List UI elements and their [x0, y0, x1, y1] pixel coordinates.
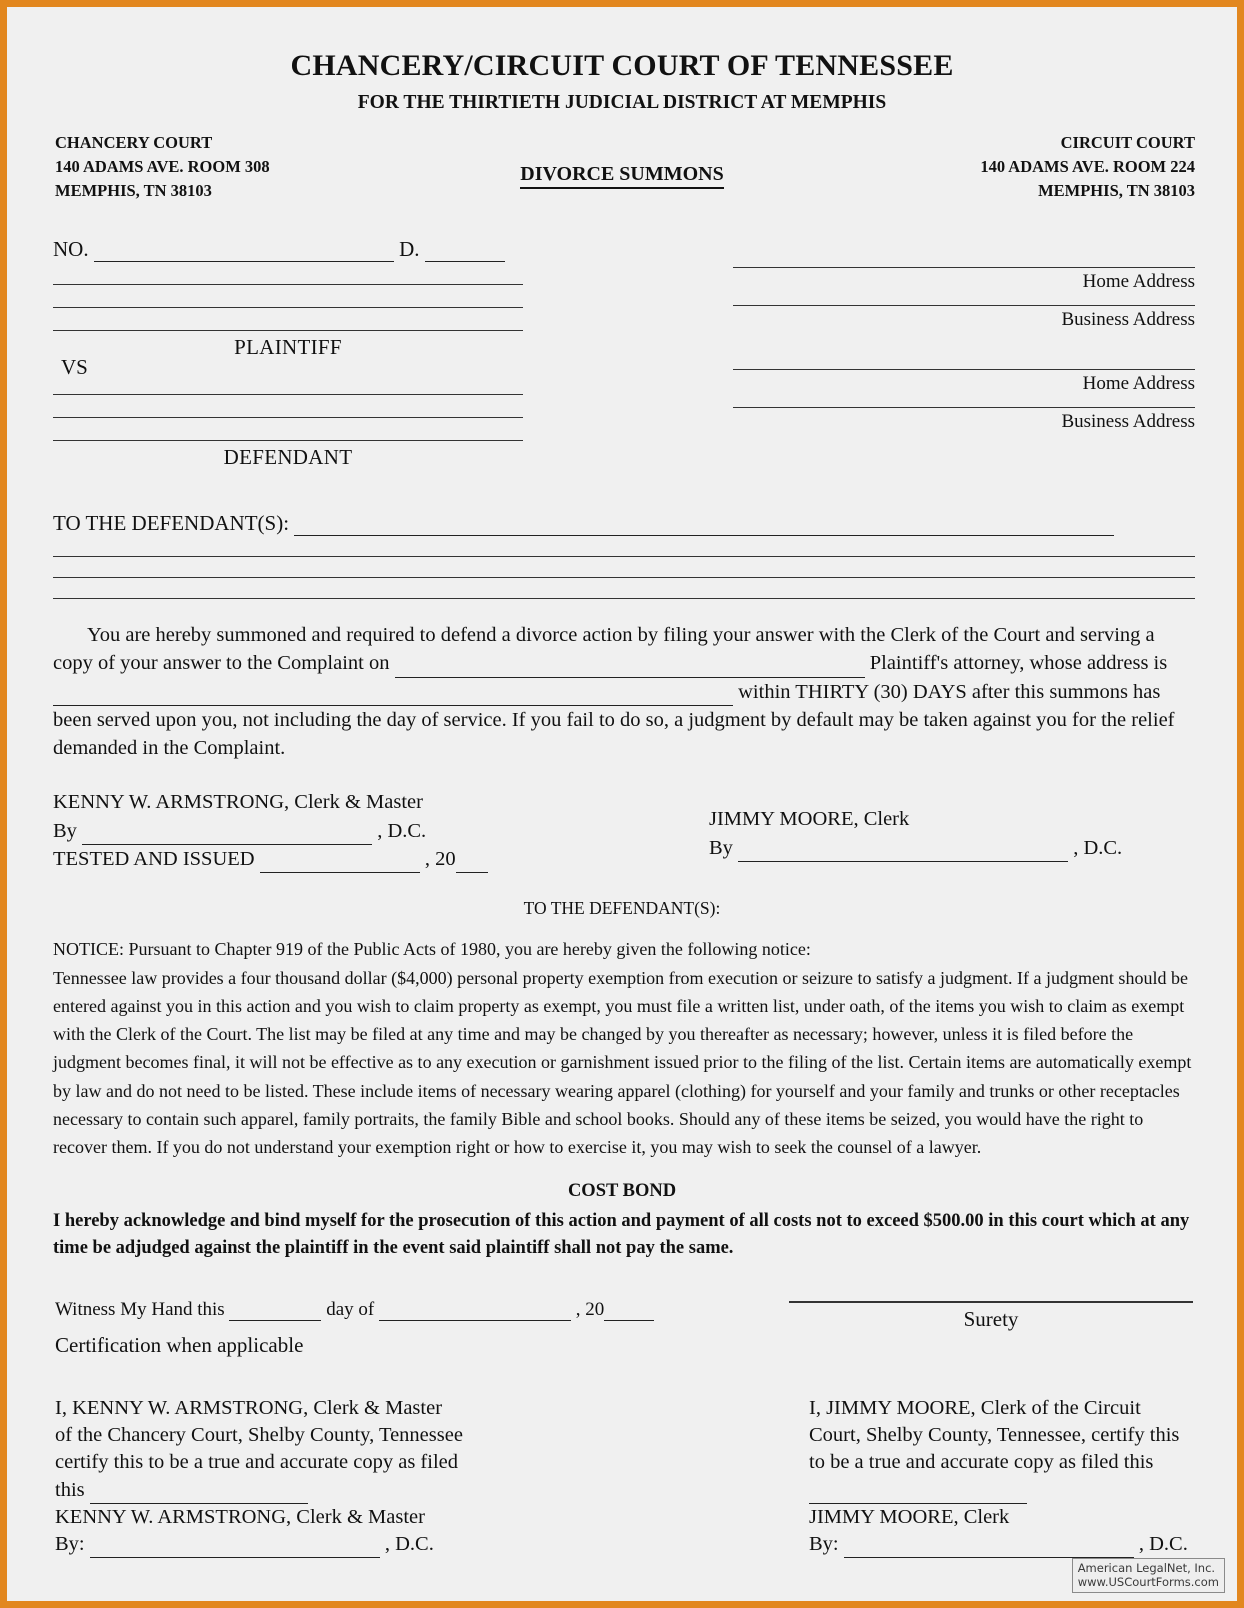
watermark-company: American LegalNet, Inc.	[1077, 1560, 1216, 1575]
witness-day-of-label: day of	[326, 1298, 375, 1320]
tested-year-label: , 20	[424, 847, 456, 870]
certification-section	[45, 1395, 1199, 1575]
circuit-clerk-block	[709, 805, 1122, 862]
chancery-certification-block	[55, 1395, 575, 1559]
chancery-cert-by-label: By:	[55, 1533, 85, 1556]
defendant-home-address-label: Home Address	[1082, 373, 1195, 394]
tested-year-input[interactable]	[456, 851, 488, 874]
chancery-court-name: CHANCERY COURT	[55, 133, 213, 152]
to-defendant-input-3[interactable]	[53, 577, 1195, 578]
chancery-cert-line-2: of the Chancery Court, Shelby County, Tennessee	[55, 1424, 463, 1447]
chancery-cert-date-row	[55, 1477, 575, 1504]
docket-d-label: D.	[399, 237, 420, 261]
chancery-dc-label: , D.C.	[377, 819, 427, 842]
witness-year-label: , 20	[575, 1298, 605, 1320]
defendant-home-address-line[interactable]	[733, 369, 1195, 370]
tested-date-input[interactable]	[260, 851, 420, 874]
cost-bond-line-1: I hereby acknowledge and bind myself for the prosecution of this action and payment of all costs not to exceed $500.00 in this court which	[53, 1211, 1136, 1232]
clerk-signature-section	[45, 788, 1199, 896]
notice-heading: TO THE DEFENDANT(S):	[523, 898, 721, 919]
circuit-court-name: CIRCUIT COURT	[1060, 133, 1195, 152]
circuit-cert-by-input[interactable]	[844, 1536, 1134, 1559]
witness-day-input[interactable]	[229, 1300, 321, 1321]
circuit-clerk-name: JIMMY MOORE, Clerk	[709, 808, 910, 831]
circuit-deputy-clerk-input[interactable]	[738, 839, 1068, 862]
circuit-cert-dc-label: , D.C.	[1138, 1533, 1188, 1556]
legalnet-watermark	[1072, 1558, 1225, 1594]
circuit-cert-by-label: By:	[809, 1533, 839, 1556]
chancery-court-city: MEMPHIS, TN 38103	[55, 181, 212, 201]
witness-month-input[interactable]	[379, 1300, 571, 1321]
plaintiff-business-address-line[interactable]	[733, 305, 1195, 306]
circuit-certification-block	[809, 1395, 1239, 1559]
circuit-cert-line-1: I, JIMMY MOORE, Clerk of the Circuit	[809, 1396, 1141, 1419]
case-number-row	[53, 237, 523, 262]
chancery-cert-this-label: this	[55, 1478, 85, 1501]
defendant-name-line-3[interactable]	[53, 440, 523, 441]
attorney-address-input[interactable]	[53, 683, 733, 706]
chancery-cert-line-1: I, KENNY W. ARMSTRONG, Clerk & Master	[55, 1396, 443, 1419]
plaintiff-home-address-label: Home Address	[1082, 271, 1195, 292]
summons-line-5: judgment by default may be taken against you for the relief demanded in the Complaint.	[53, 708, 1175, 760]
tested-and-issued-row	[53, 845, 488, 873]
chancery-cert-date-input[interactable]	[90, 1481, 308, 1504]
surety-block	[789, 1301, 1193, 1332]
document-body	[7, 7, 1237, 1601]
chancery-deputy-clerk-input[interactable]	[82, 822, 372, 845]
witness-prefix-label: Witness My Hand this	[55, 1298, 225, 1320]
case-caption	[45, 237, 1199, 509]
notice-section	[45, 935, 1199, 1161]
watermark-url: www.USCourtForms.com	[1077, 1574, 1219, 1589]
chancery-clerk-name: KENNY W. ARMSTRONG, Clerk & Master	[53, 791, 423, 814]
judicial-district-subtitle: FOR THE THIRTIETH JUDICIAL DISTRICT AT MEMPHIS	[357, 92, 887, 113]
court-addresses	[45, 131, 1199, 213]
docket-d-input[interactable]	[425, 239, 505, 262]
document-type-label: DIVORCE SUMMONS	[520, 163, 724, 189]
cost-bond-text	[45, 1208, 1199, 1261]
to-defendant-input-2[interactable]	[53, 556, 1195, 557]
circuit-court-street: 140 ADAMS AVE. ROOM 224	[980, 157, 1195, 177]
caption-parties-column	[53, 237, 523, 470]
defendant-business-address-line[interactable]	[733, 407, 1195, 408]
defendant-business-address-label: Business Address	[1061, 411, 1195, 432]
chancery-cert-by-input[interactable]	[90, 1536, 380, 1559]
court-title: CHANCERY/CIRCUIT COURT OF TENNESSEE	[290, 49, 954, 82]
plaintiff-name-line-3[interactable]	[53, 330, 523, 331]
summons-paragraph	[45, 621, 1199, 762]
case-number-input[interactable]	[94, 239, 394, 262]
summons-line-2-before: serving a copy of your answer to the Complaint on	[53, 624, 1155, 675]
defendant-label: DEFENDANT	[223, 445, 353, 469]
cost-bond-heading: COST BOND	[567, 1181, 677, 1202]
circuit-cert-date-input[interactable]	[809, 1481, 1027, 1504]
circuit-court-address-block	[980, 131, 1195, 203]
certification-when-applicable-label: Certification when applicable	[55, 1332, 304, 1357]
chancery-cert-by-row	[55, 1531, 575, 1558]
summons-line-1: You are hereby summoned and required to defend a divorce action by filing your answer with the Clerk of the Court and	[87, 624, 1075, 646]
defendant-name-line-2[interactable]	[53, 417, 523, 418]
summons-line-3-before: attorney, whose address is	[953, 652, 1168, 675]
circuit-cert-line-2: Court, Shelby County, Tennessee, certify this	[809, 1424, 1180, 1447]
chancery-court-street: 140 ADAMS AVE. ROOM 308	[55, 157, 270, 177]
defendant-name-line-1[interactable]	[53, 394, 523, 395]
circuit-clerk-by-row	[709, 834, 1122, 862]
versus-label: VS	[61, 355, 88, 379]
notice-intro: NOTICE: Pursuant to Chapter 919 of the Public Acts of 1980, you are hereby given the following notice:	[53, 939, 811, 960]
circuit-cert-line-3: to be a true and accurate copy as filed this	[809, 1451, 1154, 1474]
to-defendant-input-4[interactable]	[53, 598, 1195, 599]
plaintiff-name-line-1[interactable]	[53, 284, 523, 285]
witness-surety-section	[45, 1299, 1199, 1369]
chancery-cert-signer: KENNY W. ARMSTRONG, Clerk & Master	[55, 1505, 425, 1528]
caption-addresses-column	[733, 267, 1195, 433]
cost-bond-line-2: at any time be adjudged against the plaintiff in the event said plaintiff shall not pay the same.	[53, 1211, 1190, 1258]
circuit-cert-date-row	[809, 1477, 1239, 1504]
case-number-label: NO.	[53, 237, 89, 261]
plaintiff-name-line-2[interactable]	[53, 307, 523, 308]
summons-line-4: THIRTY (30) DAYS after this summons has been served upon you, not including the day of service. If you fail to do so, a	[53, 680, 1161, 731]
to-defendant-input-1[interactable]	[294, 513, 1114, 536]
plaintiff-label: PLAINTIFF	[234, 335, 342, 359]
to-defendant-row	[45, 511, 1199, 536]
surety-label: Surety	[963, 1306, 1019, 1331]
surety-signature-line[interactable]	[789, 1301, 1193, 1303]
chancery-cert-dc-label: , D.C.	[384, 1533, 434, 1556]
circuit-court-city: MEMPHIS, TN 38103	[1038, 181, 1195, 201]
summons-line-3-after: within	[738, 680, 791, 703]
notice-body-text: Tennessee law provides a four thousand dollar ($4,000) personal property exemption from execution or seizure to satisfy a judgment. If a judgment should be entered against you in this action and you wish to claim property as exempt, you must file a written list, under oath, of the items you wish to claim as exempt with the Clerk of the Court. The list may be filed at any time and may be changed by you thereafter as necessary; however, unless it is filed before the judgment becomes final, it will not be effective as to any execution or garnishment issued prior to the filing of the list. Certain items are automatically exempt by law and do not need to be listed. These include items of necessary wearing apparel (clothing) for yourself and your family and trunks or other receptacles necessary to contain such apparel, family portraits, the family Bible and school books. Should any of these items be seized, you would have the right to recover them. If you do not understand your exemption right or how to exercise it, you may wish to seek the counsel of a lawyer.	[53, 967, 1192, 1158]
chancery-clerk-block	[53, 788, 488, 873]
plaintiff-attorney-input[interactable]	[395, 655, 865, 678]
witness-year-input[interactable]	[604, 1300, 654, 1321]
circuit-cert-by-row	[809, 1531, 1239, 1558]
to-defendant-section	[45, 511, 1199, 599]
chancery-by-label: By	[53, 819, 77, 842]
circuit-by-label: By	[709, 836, 733, 859]
to-defendant-label: TO THE DEFENDANT(S):	[53, 511, 290, 535]
plaintiff-business-address-label: Business Address	[1061, 309, 1195, 330]
plaintiff-home-address-line[interactable]	[733, 267, 1195, 268]
circuit-cert-signer: JIMMY MOORE, Clerk	[809, 1505, 1010, 1528]
summons-line-2-after: Plaintiff's	[869, 652, 949, 675]
circuit-dc-label: , D.C.	[1073, 836, 1123, 859]
chancery-clerk-by-row	[53, 817, 488, 845]
chancery-cert-line-3: certify this to be a true and accurate copy as filed	[55, 1451, 458, 1474]
tested-and-issued-label: TESTED AND ISSUED	[53, 847, 255, 870]
witness-my-hand-row	[55, 1299, 654, 1321]
